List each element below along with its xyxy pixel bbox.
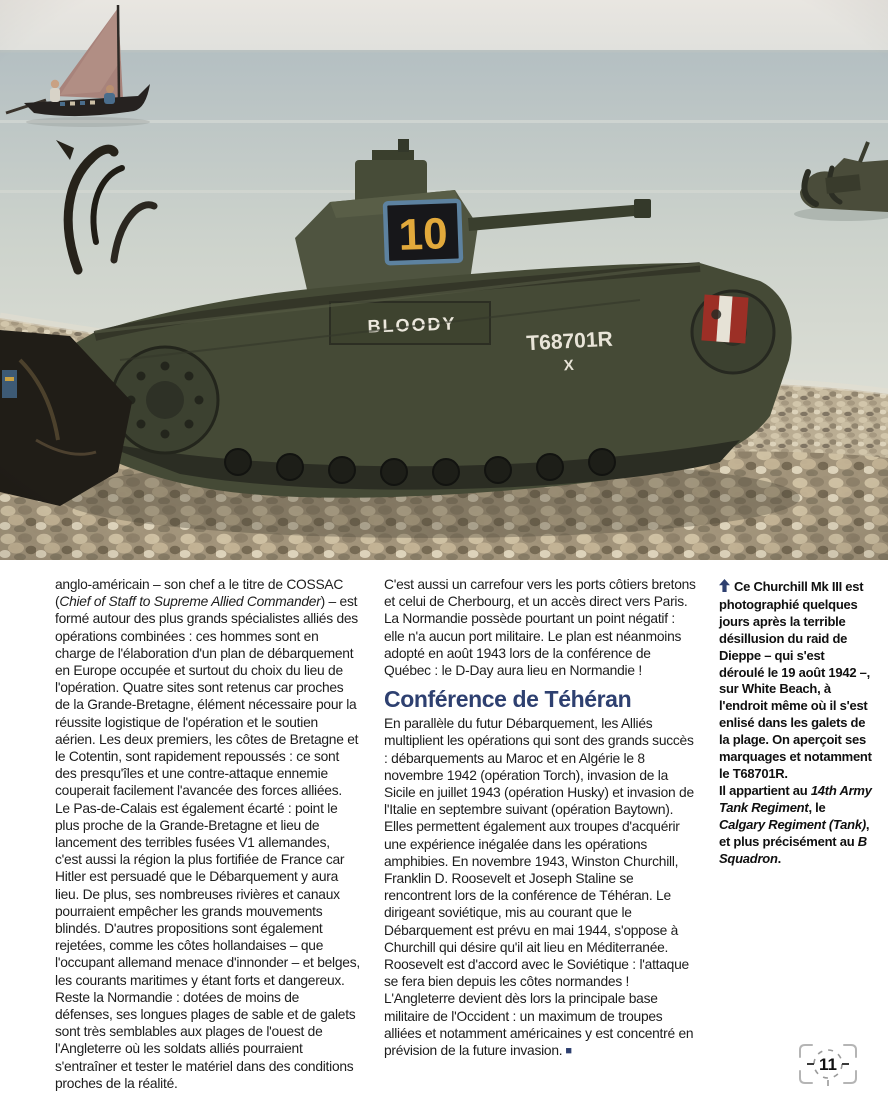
caption-text-italic: B Squadron xyxy=(719,833,867,866)
body-paragraph xyxy=(384,715,697,1060)
body-paragraph: C'est aussi un carrefour vers les ports côtiers bretons et celui de Cherbourg, et un accès direct vers Paris. La Normandie possède pourtant un point négatif : elle n'a aucun port militaire. Le plan est néanmoins adopté en août 1943 lors de la conférence de Québec : le D-Day aura lieu en Normandie ! xyxy=(384,577,696,679)
caption-text: , le xyxy=(808,799,826,815)
caption-text-italic: 14th Army Tank Regiment xyxy=(719,782,872,815)
caption-text: . xyxy=(777,850,782,866)
caption-text: Il appartient au xyxy=(719,782,811,798)
caption-paragraph xyxy=(719,783,872,868)
body-text: En parallèle du futur Débarquement, les Alliés multiplient les opérations qui sont des grands succès : débarquements au Maroc et en Algérie le 8 novembre 1942 (opération Torch), invasion de la Sicile en juillet 1943 (opération Husky) et invasion de l'Italie en septembre suivant (opération Baytown). Elles permettent également aux troupes d'acquérir une expérience inégalée dans les opérations amphibies. En novembre 1943, Winston Churchill, Franklin D. Roosevelt et Joseph Staline se rencontrent lors de la conférence de Téhéran. Le dirigeant soviétique, mis au courant que le Débarquement est prévu en mai 1944, s'oppose à Churchill qui désire qu'il ait lieu en Méditerranée. Roosevelt est d'accord avec le Soviétique : l'attaque se fera bien depuis les côtes normandes ! L'Angleterre devient dès lors la principale base militaire de l'Occident : un maximum de troupes alliées et notamment américaines y est concentré en prévision de la future invasion. xyxy=(384,716,694,1059)
body-text-italic: Chief of Staff to Supreme Allied Commander xyxy=(59,594,321,610)
caption-text: , et plus précisément au xyxy=(719,816,870,849)
up-arrow-icon xyxy=(719,579,730,597)
caption-paragraph xyxy=(719,579,872,783)
page-number: 11 xyxy=(819,1055,837,1074)
end-of-article-mark: ■ xyxy=(565,1045,572,1058)
caption-text-italic: Calgary Regiment (Tank) xyxy=(719,816,866,832)
body-text: ) – est formé autour des plus grands spécialistes alliés des opérations combinées : ces hommes sont en charge de l'élaboration d'un plan de débarquement en Europe occupée et surtout du choix du lieu de l'opération. Quatre sites sont retenus car proches de la Grande-Bretagne, élément nécessaire pour la réussite logistique de l'opération et le soutien aérien. Les deux premiers, les côtes de Bretagne et le Cotentin, sont rapidement repoussés : ce sont des presqu'îles et une contre-attaque ennemie couperait facilement l'avancée des forces alliées. Le Pas-de-Calais est également écarté : point le plus proche de la Grande-Bretagne et lieu de lancement des terribles fusées V1 allemandes, c'est aussi la région la plus fortifiée de France car Hitler est persuadé que le Débarquement y aura lieu. De plus, ses nombreuses rivières et canaux pourraient empêcher les grands mouvements blindés. D'autres propositions sont également rejetées, comme les côtes hollandaises – que l'occupant allemand menace d'innonder – et belges, les courants maritimes y étant forts et dangereux. xyxy=(55,594,360,988)
body-paragraph xyxy=(55,576,360,989)
section-heading: Conférence de Téhéran xyxy=(384,686,632,713)
body-paragraph: Reste la Normandie : dotées de moins de défenses, ses longues plages de sable et de galets sont très semblables aux plages de l'ouest de l'Angleterre où les soldats alliés pourraient s'entraîner et tester le matériel dans des conditions proches de la réalité. xyxy=(55,989,356,1091)
article-column-2 xyxy=(384,576,697,1060)
page-number-reticle xyxy=(795,1040,861,1094)
body-text: anglo-américain – son chef a le titre de COSSAC ( xyxy=(55,577,344,610)
photo-caption xyxy=(719,579,872,867)
caption-text: Ce Churchill Mk III est photographié quelques jours après la terrible désillusion du raid de Dieppe – qui s'est déroulé le 19 août 1942 –, sur White Beach, à l'endroit même où il s'est enlisé dans les galets de la plage. On aperçoit ses marquages et notamment le T68701R. xyxy=(719,579,872,781)
article-column-1 xyxy=(55,576,360,1092)
